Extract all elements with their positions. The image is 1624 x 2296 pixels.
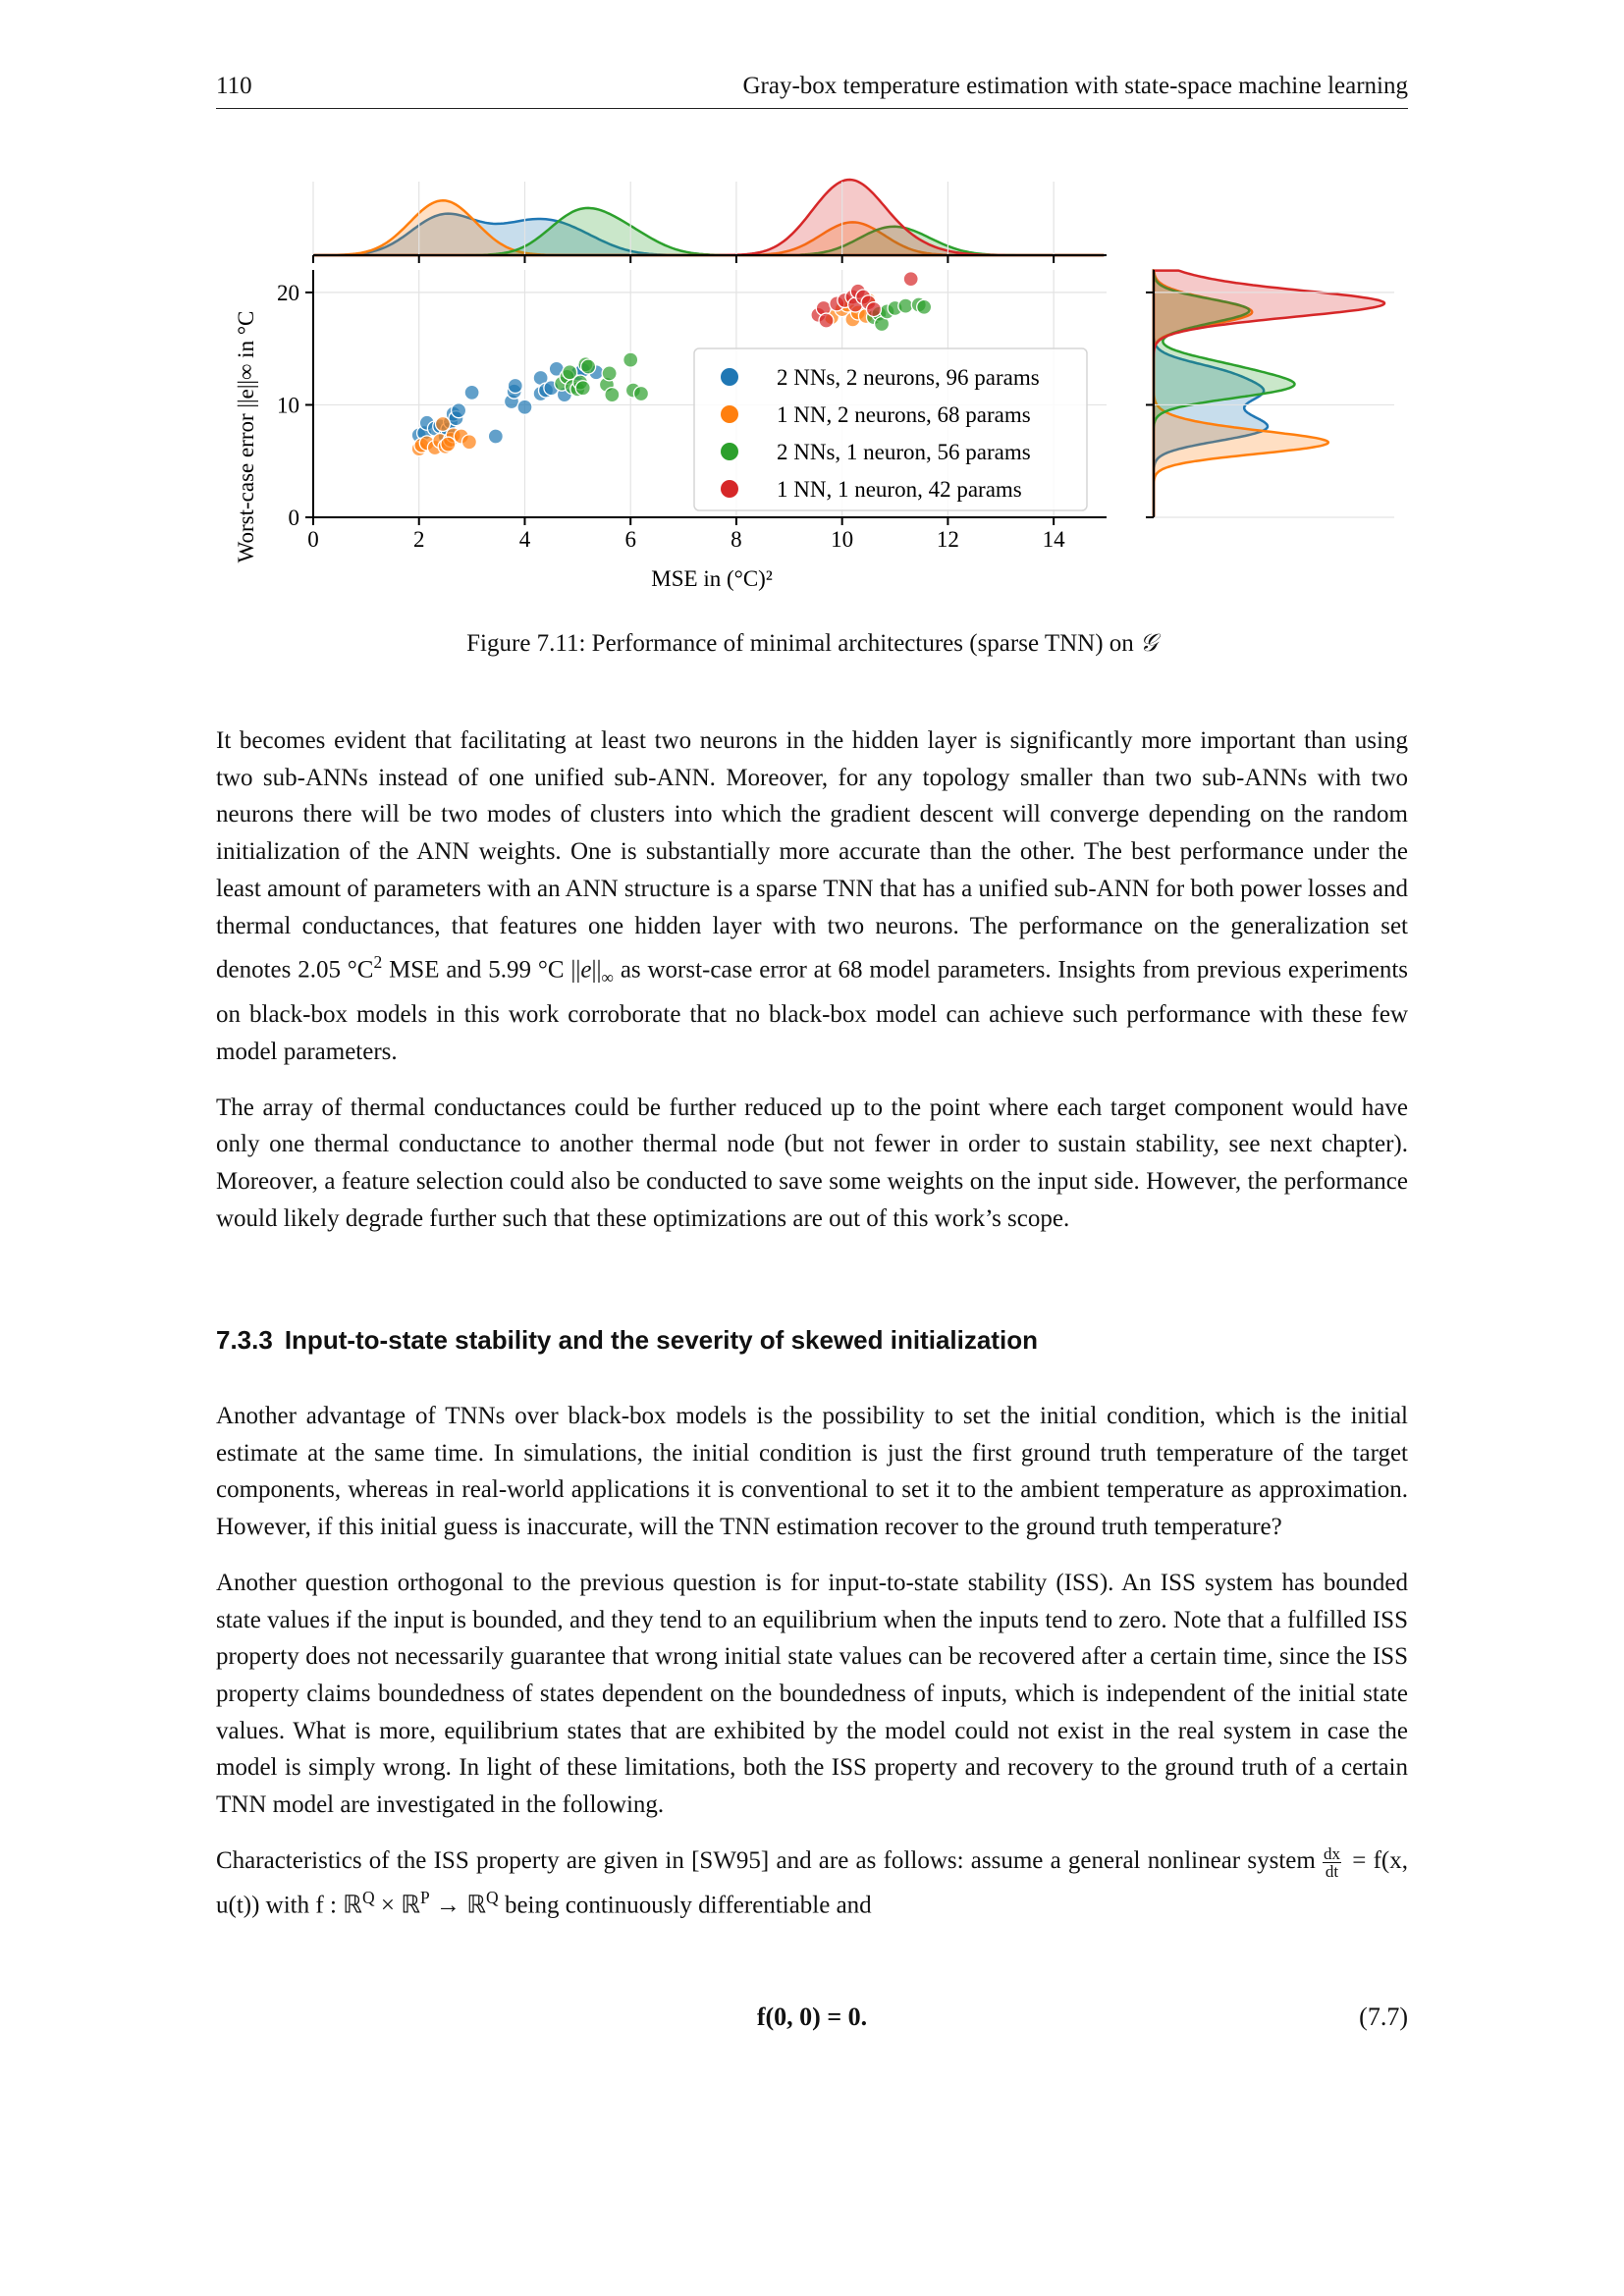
paragraph: Another advantage of TNNs over black-box models is the possibility to set the initial condition, which is the initial estimate at the same time. In simulations, the initial condition is just the first ground truth temperature of the target components, whereas in real-world applications it is conventional to set it to the ambient temperature as approximation. However, if this initial guess is inaccurate, will the TNN estimation recover to the ground truth temperature?	[216, 1403, 1408, 1541]
caption-symbol: 𝒢	[1140, 628, 1158, 657]
figure-caption	[0, 628, 1624, 658]
legend-marker-1-nn-2-neurons-68-params	[721, 405, 738, 423]
x-tick-label: 12	[936, 527, 959, 552]
x-tick-label: 0	[307, 527, 319, 552]
point-1-nn-1-neuron-42-params	[866, 302, 881, 317]
superscript: 2	[373, 952, 383, 973]
x-tick-label: 4	[518, 527, 531, 552]
body-block-2	[216, 1398, 1408, 1943]
y-axis-label: Worst-case error ||e||∞ in °C	[234, 310, 258, 563]
point-2-nns-2-neurons-96-params	[488, 429, 503, 444]
paragraph-text: as worst-case error at 68 model parameters. Insights from previous experiments on black-box models in this work corroborate that no black-box model can achieve such performance with these few model parameters.	[216, 956, 1409, 1065]
derivative-fraction	[1323, 1845, 1341, 1880]
x-tick-label: 6	[624, 527, 636, 552]
point-2-nns-2-neurons-96-params	[452, 403, 466, 418]
point-2-nns-1-neuron-56-params	[917, 299, 932, 314]
frac-denominator: dt	[1325, 1861, 1339, 1881]
paragraph-text: being continuously differentiable and	[498, 1891, 872, 1918]
point-1-nn-2-neurons-68-params	[441, 437, 456, 452]
point-2-nns-1-neuron-56-params	[623, 352, 638, 367]
x-tick-label: 8	[731, 527, 742, 552]
paragraph	[216, 1842, 1408, 1924]
x-tick-label: 10	[831, 527, 854, 552]
point-2-nns-1-neuron-56-params	[633, 387, 648, 401]
point-1-nn-2-neurons-68-params	[461, 435, 476, 450]
paragraph-text: It becomes evident that facilitating at least two neurons in the hidden layer is significantly more important than using two sub-ANNs instead of one unified sub-ANN. Moreover, for any topology smaller than two sub-ANNs with two neurons there will be two modes of clusters into which the gradient descent will converge depending on the random initialization of the ANN weights. One is substantially more accurate than the other. The best performance under the least amount of parameters with an ANN structure is a sparse TNN that has a unified sub-ANN for both power losses and thermal conductances, that features one hidden layer with two neurons. The performance on the generalization set denotes 2.05 °C	[216, 727, 1408, 984]
math-var: e	[580, 956, 592, 984]
point-2-nns-2-neurons-96-params	[464, 385, 479, 400]
paragraph-text: = f(x, u(t)) with f : ℝ	[216, 1846, 1409, 1918]
paragraph-text: MSE and 5.99 °C ||	[382, 956, 581, 984]
equation-number: (7.7)	[1359, 2002, 1408, 2031]
point-1-nn-1-neuron-42-params	[903, 272, 918, 287]
legend-label: 2 NNs, 2 neurons, 96 params	[777, 365, 1040, 390]
paragraph	[216, 722, 1408, 1071]
superscript: P	[420, 1887, 430, 1907]
paragraph-text: Characteristics of the ISS property are given in [SW95] and are as follows: assume a general nonlinear system	[216, 1846, 1324, 1874]
point-2-nns-2-neurons-96-params	[517, 400, 532, 414]
y-tick-label: 20	[277, 280, 299, 305]
subscript: ∞	[601, 967, 614, 988]
paragraph: The array of thermal conductances could be further reduced up to the point where each target component would have only one thermal conductance to another thermal node (but not fewer in order to sustain stability, see next chapter). Moreover, a feature selection could also be conducted to save some weights on the input side. However, the performance would likely degrade further such that these optimizations are out of this work’s scope.	[216, 1094, 1408, 1232]
legend-label: 2 NNs, 1 neuron, 56 params	[777, 440, 1031, 464]
point-2-nns-1-neuron-56-params	[898, 298, 913, 313]
paragraph-text: → ℝ	[429, 1891, 487, 1918]
paragraph: Another question orthogonal to the previous question is for input-to-state stability (ISS). An ISS system has bounded state values if the input is bounded, and they tend to an equilibrium when the inputs tend to zero. Note that a fulfilled ISS property does not necessarily guarantee that wrong initial state values can be recovered after a certain time, since the ISS property claims boundedness of states dependent on the boundedness of inputs, which is independent of the initial state values. What is more, equilibrium states that are exhibited by the model could not exist in the real system in case the model is simply wrong. In light of these limitations, both the ISS property and recovery to the ground truth of a certain TNN model are investigated in the following.	[216, 1569, 1408, 1819]
y-tick-label: 10	[277, 393, 299, 418]
y-tick-label: 0	[288, 506, 299, 530]
legend-label: 1 NN, 1 neuron, 42 params	[777, 477, 1022, 502]
page-number: 110	[216, 73, 252, 99]
scatter-figure	[226, 172, 1424, 604]
x-axis-label: MSE in (°C)²	[651, 566, 773, 591]
top-kde-1-nn-2-neurons-68-params	[313, 200, 1104, 255]
point-1-nn-1-neuron-42-params	[819, 313, 834, 328]
point-2-nns-1-neuron-56-params	[605, 388, 620, 402]
equation-content: f(0, 0) = 0.	[756, 2002, 868, 2031]
running-title: Gray-box temperature estimation with state-space machine learning	[742, 73, 1408, 99]
x-tick-label: 14	[1042, 527, 1065, 552]
right-marginal-kde	[1154, 271, 1384, 517]
running-header	[216, 73, 1408, 109]
point-2-nns-1-neuron-56-params	[602, 366, 617, 381]
point-2-nns-1-neuron-56-params	[575, 381, 590, 396]
legend-label: 1 NN, 2 neurons, 68 params	[777, 402, 1031, 427]
section-heading	[216, 1325, 1038, 1356]
paragraph-text: ||	[591, 956, 602, 984]
legend-marker-2-nns-1-neuron-56-params	[721, 443, 738, 460]
legend-marker-2-nns-2-neurons-96-params	[721, 368, 738, 386]
point-2-nns-1-neuron-56-params	[581, 359, 596, 374]
point-1-nn-2-neurons-68-params	[435, 416, 450, 431]
top-marginal-kde	[313, 180, 1104, 255]
superscript: Q	[486, 1887, 499, 1907]
section-title: Input-to-state stability and the severity of skewed initialization	[284, 1325, 1038, 1355]
point-2-nns-2-neurons-96-params	[508, 378, 522, 393]
x-tick-label: 2	[412, 527, 425, 552]
superscript: Q	[361, 1887, 375, 1907]
legend	[694, 348, 1087, 510]
body-block-1	[216, 722, 1408, 1255]
caption-text: Figure 7.11: Performance of minimal architectures (sparse TNN) on	[466, 630, 1141, 657]
section-number: 7.3.3	[216, 1325, 273, 1355]
paragraph-text: × ℝ	[374, 1891, 420, 1918]
frac-numerator: dx	[1324, 1843, 1341, 1863]
legend-marker-1-nn-1-neuron-42-params	[721, 480, 738, 498]
